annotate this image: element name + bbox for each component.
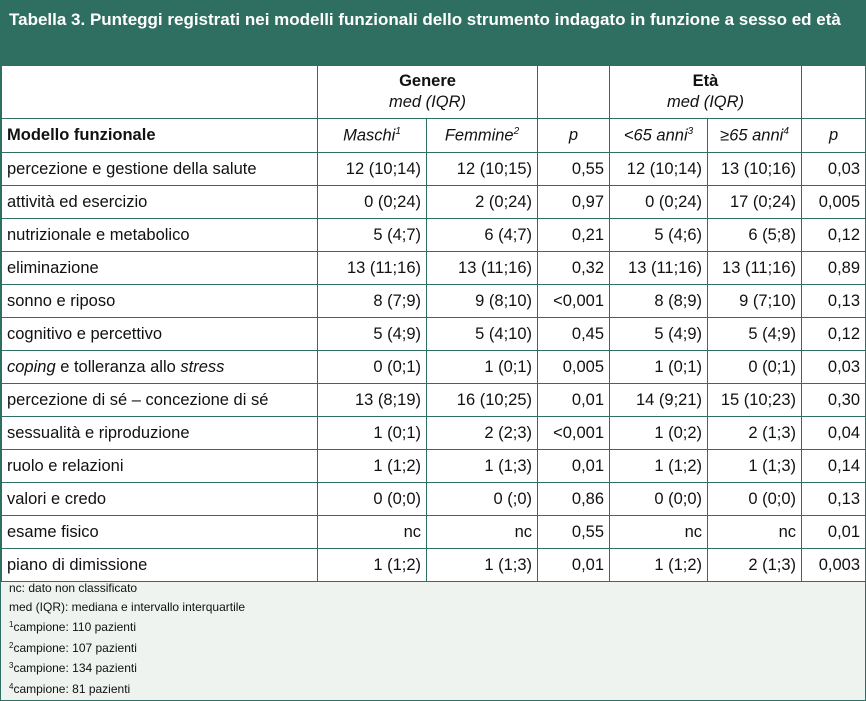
cell-maschi: 1 (1;2)	[318, 450, 427, 483]
cell-p1: <0,001	[538, 285, 610, 318]
cell-femmine: 6 (4;7)	[427, 219, 538, 252]
note-nc: nc: dato non classificato	[9, 581, 138, 595]
cell-maschi: 0 (0;1)	[318, 351, 427, 384]
eta-header	[610, 66, 802, 119]
table-row	[2, 285, 866, 318]
col-under65-header: <65 anni$^3$	[610, 119, 708, 153]
genere-sublabel: med (IQR)	[389, 93, 467, 111]
cell-p1: 0,005	[538, 351, 610, 384]
cell-under65: 5 (4;9)	[610, 318, 708, 351]
cell-maschi: 13 (11;16)	[318, 252, 427, 285]
cell-under65: 14 (9;21)	[610, 384, 708, 417]
eta-label: Età	[692, 72, 719, 90]
cell-p2: 0,30	[802, 384, 866, 417]
cell-under65: 1 (1;2)	[610, 549, 708, 582]
cell-under65: 0 (0;24)	[610, 186, 708, 219]
cell-p1: 0,01	[538, 450, 610, 483]
cell-over65: 5 (4;9)	[708, 318, 802, 351]
cell-maschi: 0 (0;24)	[318, 186, 427, 219]
cell-under65: 13 (11;16)	[610, 252, 708, 285]
cell-p2: 0,01	[802, 516, 866, 549]
cell-maschi: 0 (0;0)	[318, 483, 427, 516]
empty-header-cell	[802, 66, 866, 119]
table-row	[2, 450, 866, 483]
table-row	[2, 549, 866, 582]
cell-p2: 0,12	[802, 219, 866, 252]
cell-femmine: 2 (0;24)	[427, 186, 538, 219]
cell-maschi: 12 (10;14)	[318, 153, 427, 186]
cell-p2: 0,04	[802, 417, 866, 450]
row-model-label: ruolo e relazioni	[2, 450, 318, 483]
table-row	[2, 351, 866, 384]
genere-header	[318, 66, 538, 119]
cell-femmine: nc	[427, 516, 538, 549]
table-row	[2, 417, 866, 450]
cell-p1: 0,21	[538, 219, 610, 252]
cell-maschi: 5 (4;7)	[318, 219, 427, 252]
note-4: $^4$campione: 81 pazienti	[9, 681, 131, 696]
cell-under65: 0 (0;0)	[610, 483, 708, 516]
col-p2-header: p	[802, 119, 866, 153]
row-model-label: sonno e riposo	[2, 285, 318, 318]
cell-over65: 0 (0;1)	[708, 351, 802, 384]
cell-over65: 0 (0;0)	[708, 483, 802, 516]
cell-p1: 0,55	[538, 153, 610, 186]
scores-table	[1, 65, 866, 582]
cell-p1: 0,97	[538, 186, 610, 219]
cell-femmine: 5 (4;10)	[427, 318, 538, 351]
note-3: $^3$campione: 134 pazienti	[9, 661, 137, 676]
row-model-label: coping e tolleranza allo stress	[2, 351, 318, 384]
cell-p1: 0,32	[538, 252, 610, 285]
table-row	[2, 252, 866, 285]
cell-over65: 1 (1;3)	[708, 450, 802, 483]
cell-femmine: 12 (10;15)	[427, 153, 538, 186]
cell-p2: 0,89	[802, 252, 866, 285]
eta-sublabel: med (IQR)	[667, 93, 745, 111]
row-model-label: esame fisico	[2, 516, 318, 549]
cell-over65: 2 (1;3)	[708, 549, 802, 582]
cell-p2: 0,12	[802, 318, 866, 351]
cell-p1: <0,001	[538, 417, 610, 450]
cell-femmine: 1 (0;1)	[427, 351, 538, 384]
cell-p2: 0,14	[802, 450, 866, 483]
cell-p1: 0,45	[538, 318, 610, 351]
col-model-header: Modello funzionale	[2, 119, 318, 153]
row-model-label: percezione di sé – concezione di sé	[2, 384, 318, 417]
cell-femmine: 1 (1;3)	[427, 549, 538, 582]
empty-header-cell	[2, 66, 318, 119]
cell-maschi: 13 (8;19)	[318, 384, 427, 417]
cell-over65: 9 (7;10)	[708, 285, 802, 318]
cell-under65: nc	[610, 516, 708, 549]
cell-under65: 5 (4;6)	[610, 219, 708, 252]
cell-femmine: 9 (8;10)	[427, 285, 538, 318]
table-row	[2, 186, 866, 219]
cell-maschi: nc	[318, 516, 427, 549]
cell-over65: nc	[708, 516, 802, 549]
row-model-label: nutrizionale e metabolico	[2, 219, 318, 252]
cell-maschi: 5 (4;9)	[318, 318, 427, 351]
cell-p1: 0,55	[538, 516, 610, 549]
cell-over65: 6 (5;8)	[708, 219, 802, 252]
cell-femmine: 13 (11;16)	[427, 252, 538, 285]
cell-p2: 0,03	[802, 153, 866, 186]
table-row	[2, 483, 866, 516]
row-model-label: sessualità e riproduzione	[2, 417, 318, 450]
cell-femmine: 0 (;0)	[427, 483, 538, 516]
row-model-label: percezione e gestione della salute	[2, 153, 318, 186]
cell-under65: 1 (1;2)	[610, 450, 708, 483]
cell-over65: 13 (11;16)	[708, 252, 802, 285]
genere-label: Genere	[399, 72, 456, 90]
row-model-label: cognitivo e percettivo	[2, 318, 318, 351]
row-model-label: attività ed esercizio	[2, 186, 318, 219]
col-over65-header: ≥65 anni$^4$	[708, 119, 802, 153]
cell-under65: 1 (0;2)	[610, 417, 708, 450]
col-maschi-header: Maschi$^1$	[318, 119, 427, 153]
cell-maschi: 1 (1;2)	[318, 549, 427, 582]
col-femmine-header: Femmine$^2$	[427, 119, 538, 153]
table-row	[2, 318, 866, 351]
table-title: Tabella 3. Punteggi registrati nei modelli funzionali dello strumento indagato in funzione a sesso ed età	[1, 1, 865, 65]
cell-p1: 0,86	[538, 483, 610, 516]
cell-over65: 13 (10;16)	[708, 153, 802, 186]
cell-femmine: 1 (1;3)	[427, 450, 538, 483]
cell-under65: 8 (8;9)	[610, 285, 708, 318]
note-2: $^2$campione: 107 pazienti	[9, 640, 137, 655]
cell-under65: 12 (10;14)	[610, 153, 708, 186]
table-row	[2, 516, 866, 549]
empty-header-cell	[538, 66, 610, 119]
cell-over65: 15 (10;23)	[708, 384, 802, 417]
cell-under65: 1 (0;1)	[610, 351, 708, 384]
row-model-label: eliminazione	[2, 252, 318, 285]
cell-femmine: 16 (10;25)	[427, 384, 538, 417]
note-1: $^1$campione: 110 pazienti	[9, 620, 136, 635]
cell-over65: 2 (1;3)	[708, 417, 802, 450]
row-model-label: valori e credo	[2, 483, 318, 516]
cell-p2: 0,003	[802, 549, 866, 582]
table-notes	[9, 579, 245, 699]
cell-over65: 17 (0;24)	[708, 186, 802, 219]
table-row	[2, 384, 866, 417]
cell-p2: 0,03	[802, 351, 866, 384]
table-row	[2, 153, 866, 186]
cell-maschi: 8 (7;9)	[318, 285, 427, 318]
column-header-row	[2, 119, 866, 153]
cell-maschi: 1 (0;1)	[318, 417, 427, 450]
cell-p1: 0,01	[538, 549, 610, 582]
group-header-row	[2, 66, 866, 119]
note-iqr: med (IQR): mediana e intervallo interquartile	[9, 599, 246, 614]
cell-femmine: 2 (2;3)	[427, 417, 538, 450]
row-model-label: piano di dimissione	[2, 549, 318, 582]
col-p1-header: p	[538, 119, 610, 153]
cell-p1: 0,01	[538, 384, 610, 417]
cell-p2: 0,13	[802, 285, 866, 318]
cell-p2: 0,13	[802, 483, 866, 516]
table-row	[2, 219, 866, 252]
cell-p2: 0,005	[802, 186, 866, 219]
